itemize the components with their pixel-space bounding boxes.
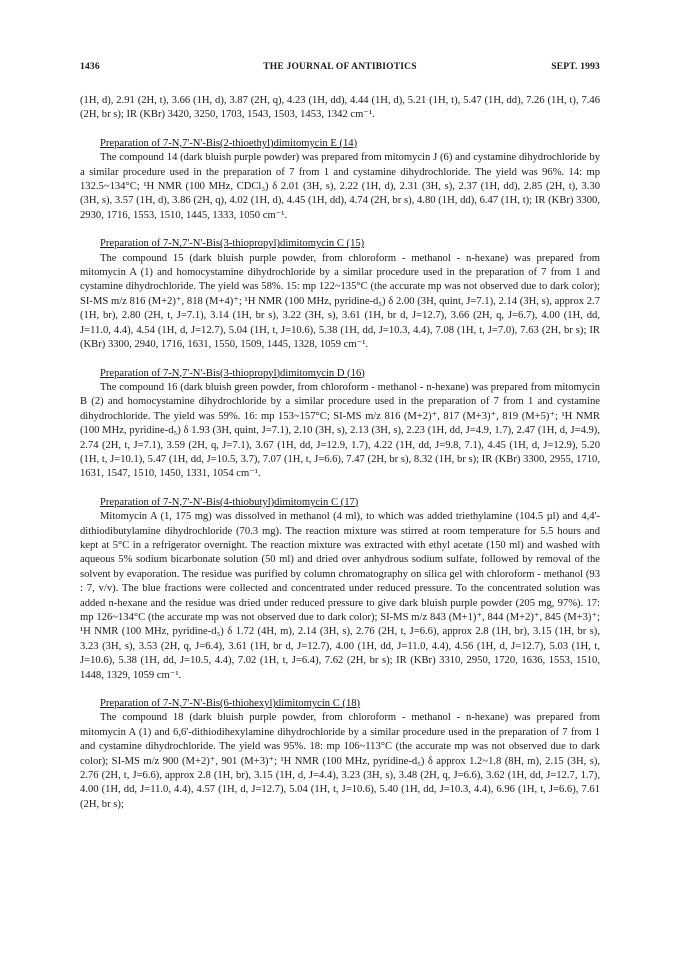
section-compound-15 <box>80 237 600 352</box>
issue-date: SEPT. 1993 <box>551 62 600 72</box>
article-body <box>80 94 600 812</box>
section-text: The compound 18 (dark bluish purple powder, from chloroform - methanol - n-hexane) was prepared from mitomycin A (1) and 6,6'-dithiodihexylamine dihydrochloride by a similar procedure used in the preparation of 7 from 1 and cystamine dihydrochloride. The yield was 95%. 18: mp 106~113°C (the accurate mp was not observed due to dark color); SI-MS m/z 900 (M+2)⁺, 901 (M+3)⁺; ¹H NMR (100 MHz, pyridine-d₅) δ approx 1.2~1.8 (8H, m), 2.15 (3H, s), 2.76 (2H, t, J=6.6), approx 2.8 (1H, br), 3.15 (1H, d, J=4.4), 3.23 (3H, s), 3.48 (2H, q, J=6.6), 3.62 (1H, dd, J=12.7, 1.7), 4.00 (1H, dd, J=11.0, 4.4), 4.57 (1H, d, J=12.7), 5.04 (1H, t, J=10.6), 5.40 (1H, dd, J=10.3, 4.4), 6.96 (1H, t, J=6.6), 7.61 (2H, br s); <box>80 712 600 810</box>
journal-page <box>80 62 600 812</box>
section-text: Mitomycin A (1, 175 mg) was dissolved in methanol (4 ml), to which was added triethylamine (104.5 µl) and 4,4'-dithiodibutylamine dihydrochloride (70.3 mg). The reaction mixture was stirred at room temperature for 5.5 hours and kept at 5°C in a refrigerator overnight. The reaction mixture was extracted with ethyl acetate (150 ml) and washed with aqueous 5% sodium bicarbonate solution (50 ml) and dried over anhydrous sodium sulfate, followed by removal of the solvent by evaporation. The residue was purified by column chromatography on silica gel with chloroform - methanol (93 : 7, v/v). The blue fractions were collected and concentrated under reduced pressure. To the concentrated solution was added n-hexane and the residue was dried under reduced pressure to give dark bluish purple powder (205 mg, 97%). 17: mp 126~134°C (the accurate mp was not observed due to dark color); SI-MS m/z 843 (M+1)⁺, 844 (M+2)⁺, 845 (M+3)⁺; ¹H NMR (100 MHz, pyridine-d₅) δ 1.72 (4H, m), 2.14 (3H, s), 2.76 (2H, t, J=6.6), approx 2.8 (1H, br), 3.15 (1H, br s), 3.23 (3H, s), 3.53 (2H, q, J=6.4), 3.61 (1H, br d, J=12.7), 4.00 (1H, dd, J=11.0, 4.4), 4.56 (1H, d, J=12.7), 5.03 (1H, t, J=10.6), 5.38 (1H, dd, J=10.5, 4.4), 7.02 (1H, t, J=6.4), 7.62 (2H, br s); IR (KBr) 3310, 2950, 1720, 1636, 1553, 1510, 1448, 1329, 1059 cm⁻¹. <box>80 511 600 681</box>
section-title: Preparation of 7-N,7'-N'-Bis(4-thiobutyl)dimitomycin C (17) <box>100 496 359 508</box>
journal-title: THE JOURNAL OF ANTIBIOTICS <box>263 62 417 72</box>
page-number: 1436 <box>80 62 100 72</box>
running-header <box>80 62 600 78</box>
section-text: The compound 16 (dark bluish green powder, from chloroform - methanol - n-hexane) was prepared from mitomycin B (2) and homocystamine dihydrochloride by a similar procedure used in the preparation of 7 from 1 and cystamine dihydrochloride. The yield was 59%. 16: mp 153~157°C; SI-MS m/z 816 (M+2)⁺, 817 (M+3)⁺, 819 (M+5)⁺; ¹H NMR (100 MHz, pyridine-d₅) δ 1.93 (3H, quint, J=7.1), 2.10 (3H, s), 2.13 (3H, s), 2.23 (1H, dd, J=4.9, 1.7), 2.47 (1H, d, J=4.9), 2.74 (2H, t, J=7.1), 3.59 (2H, q, J=7.1), 3.67 (1H, dd, J=12.9, 1.7), 4.22 (1H, dd, J=9.8, 7.1), 4.45 (1H, d, J=12.9), 5.20 (1H, t, J=10.1), 5.47 (1H, dd, J=10.5, 3.7), 7.07 (1H, t, J=6.6), 7.47 (2H, br s), 8.32 (1H, br s); IR (KBr) 3300, 2955, 1710, 1631, 1547, 1510, 1450, 1331, 1054 cm⁻¹. <box>80 381 600 480</box>
section-compound-16 <box>80 367 600 482</box>
section-title: Preparation of 7-N,7'-N'-Bis(6-thiohexyl)dimitomycin C (18) <box>100 698 361 710</box>
section-title: Preparation of 7-N,7'-N'-Bis(2-thioethyl)dimitomycin E (14) <box>100 137 358 149</box>
section-text: The compound 14 (dark bluish purple powder) was prepared from mitomycin J (6) and cystamine dihydrochloride by a similar procedure used in the preparation of 7 from 1 and cystamine dihydrochloride. The yield was 96%. 14: mp 132.5~134°C; ¹H NMR (100 MHz, CDCl₃) δ 2.01 (3H, s), 2.22 (1H, d), 2.31 (3H, s), 2.37 (1H, dd), 2.85 (2H, t), 3.30 (3H, s), 3.57 (1H, d), 3.86 (2H, q), 4.02 (1H, d), 4.45 (1H, dd), 4.74 (2H, br s), 4.80 (1H, dd), 6.47 (1H, t); IR (KBr) 3300, 2930, 1716, 1553, 1510, 1445, 1333, 1050 cm⁻¹. <box>80 152 600 221</box>
section-text: The compound 15 (dark bluish purple powder, from chloroform - methanol - n-hexane) was prepared from mitomycin A (1) and homocystamine dihydrochloride by a similar procedure used in the preparation of 7 from 1 and cystamine dihydrochloride. The yield was 58%. 15: mp 122~135°C (the accurate mp was not observed due to dark color); SI-MS m/z 816 (M+2)⁺, 818 (M+4)⁺; ¹H NMR (100 MHz, pyridine-d₅) δ 2.00 (3H, quint, J=7.1), 2.14 (3H, s), approx 2.7 (1H, br), 2.80 (2H, t, J=7.1), 3.14 (1H, br s), 3.22 (3H, s), 3.61 (1H, br d, J=12.7), 3.66 (2H, q, J=6.7), 4.00 (1H, dd, J=11.0, 4.4), 4.54 (1H, d, J=12.7), 5.04 (1H, t, J=10.6), 5.38 (1H, dd, J=10.3, 4.4), 7.08 (1H, t, J=7.0), 7.63 (2H, br s); IR (KBr) 3300, 2940, 1716, 1631, 1550, 1509, 1445, 1328, 1059 cm⁻¹. <box>80 252 600 351</box>
section-title: Preparation of 7-N,7'-N'-Bis(3-thiopropyl)dimitomycin D (16) <box>100 367 365 379</box>
section-compound-14 <box>80 137 600 223</box>
section-compound-17 <box>80 496 600 683</box>
section-title: Preparation of 7-N,7'-N'-Bis(3-thiopropyl)dimitomycin C (15) <box>100 238 365 250</box>
section-compound-18 <box>80 697 600 812</box>
continuation-paragraph: (1H, d), 2.91 (2H, t), 3.66 (1H, d), 3.87 (2H, q), 4.23 (1H, dd), 4.44 (1H, d), 5.21 (1H, t), 5.47 (1H, dd), 7.26 (1H, t), 7.46 (2H, br s); IR (KBr) 3420, 3250, 1703, 1543, 1503, 1453, 1342 cm⁻¹. <box>80 95 600 121</box>
